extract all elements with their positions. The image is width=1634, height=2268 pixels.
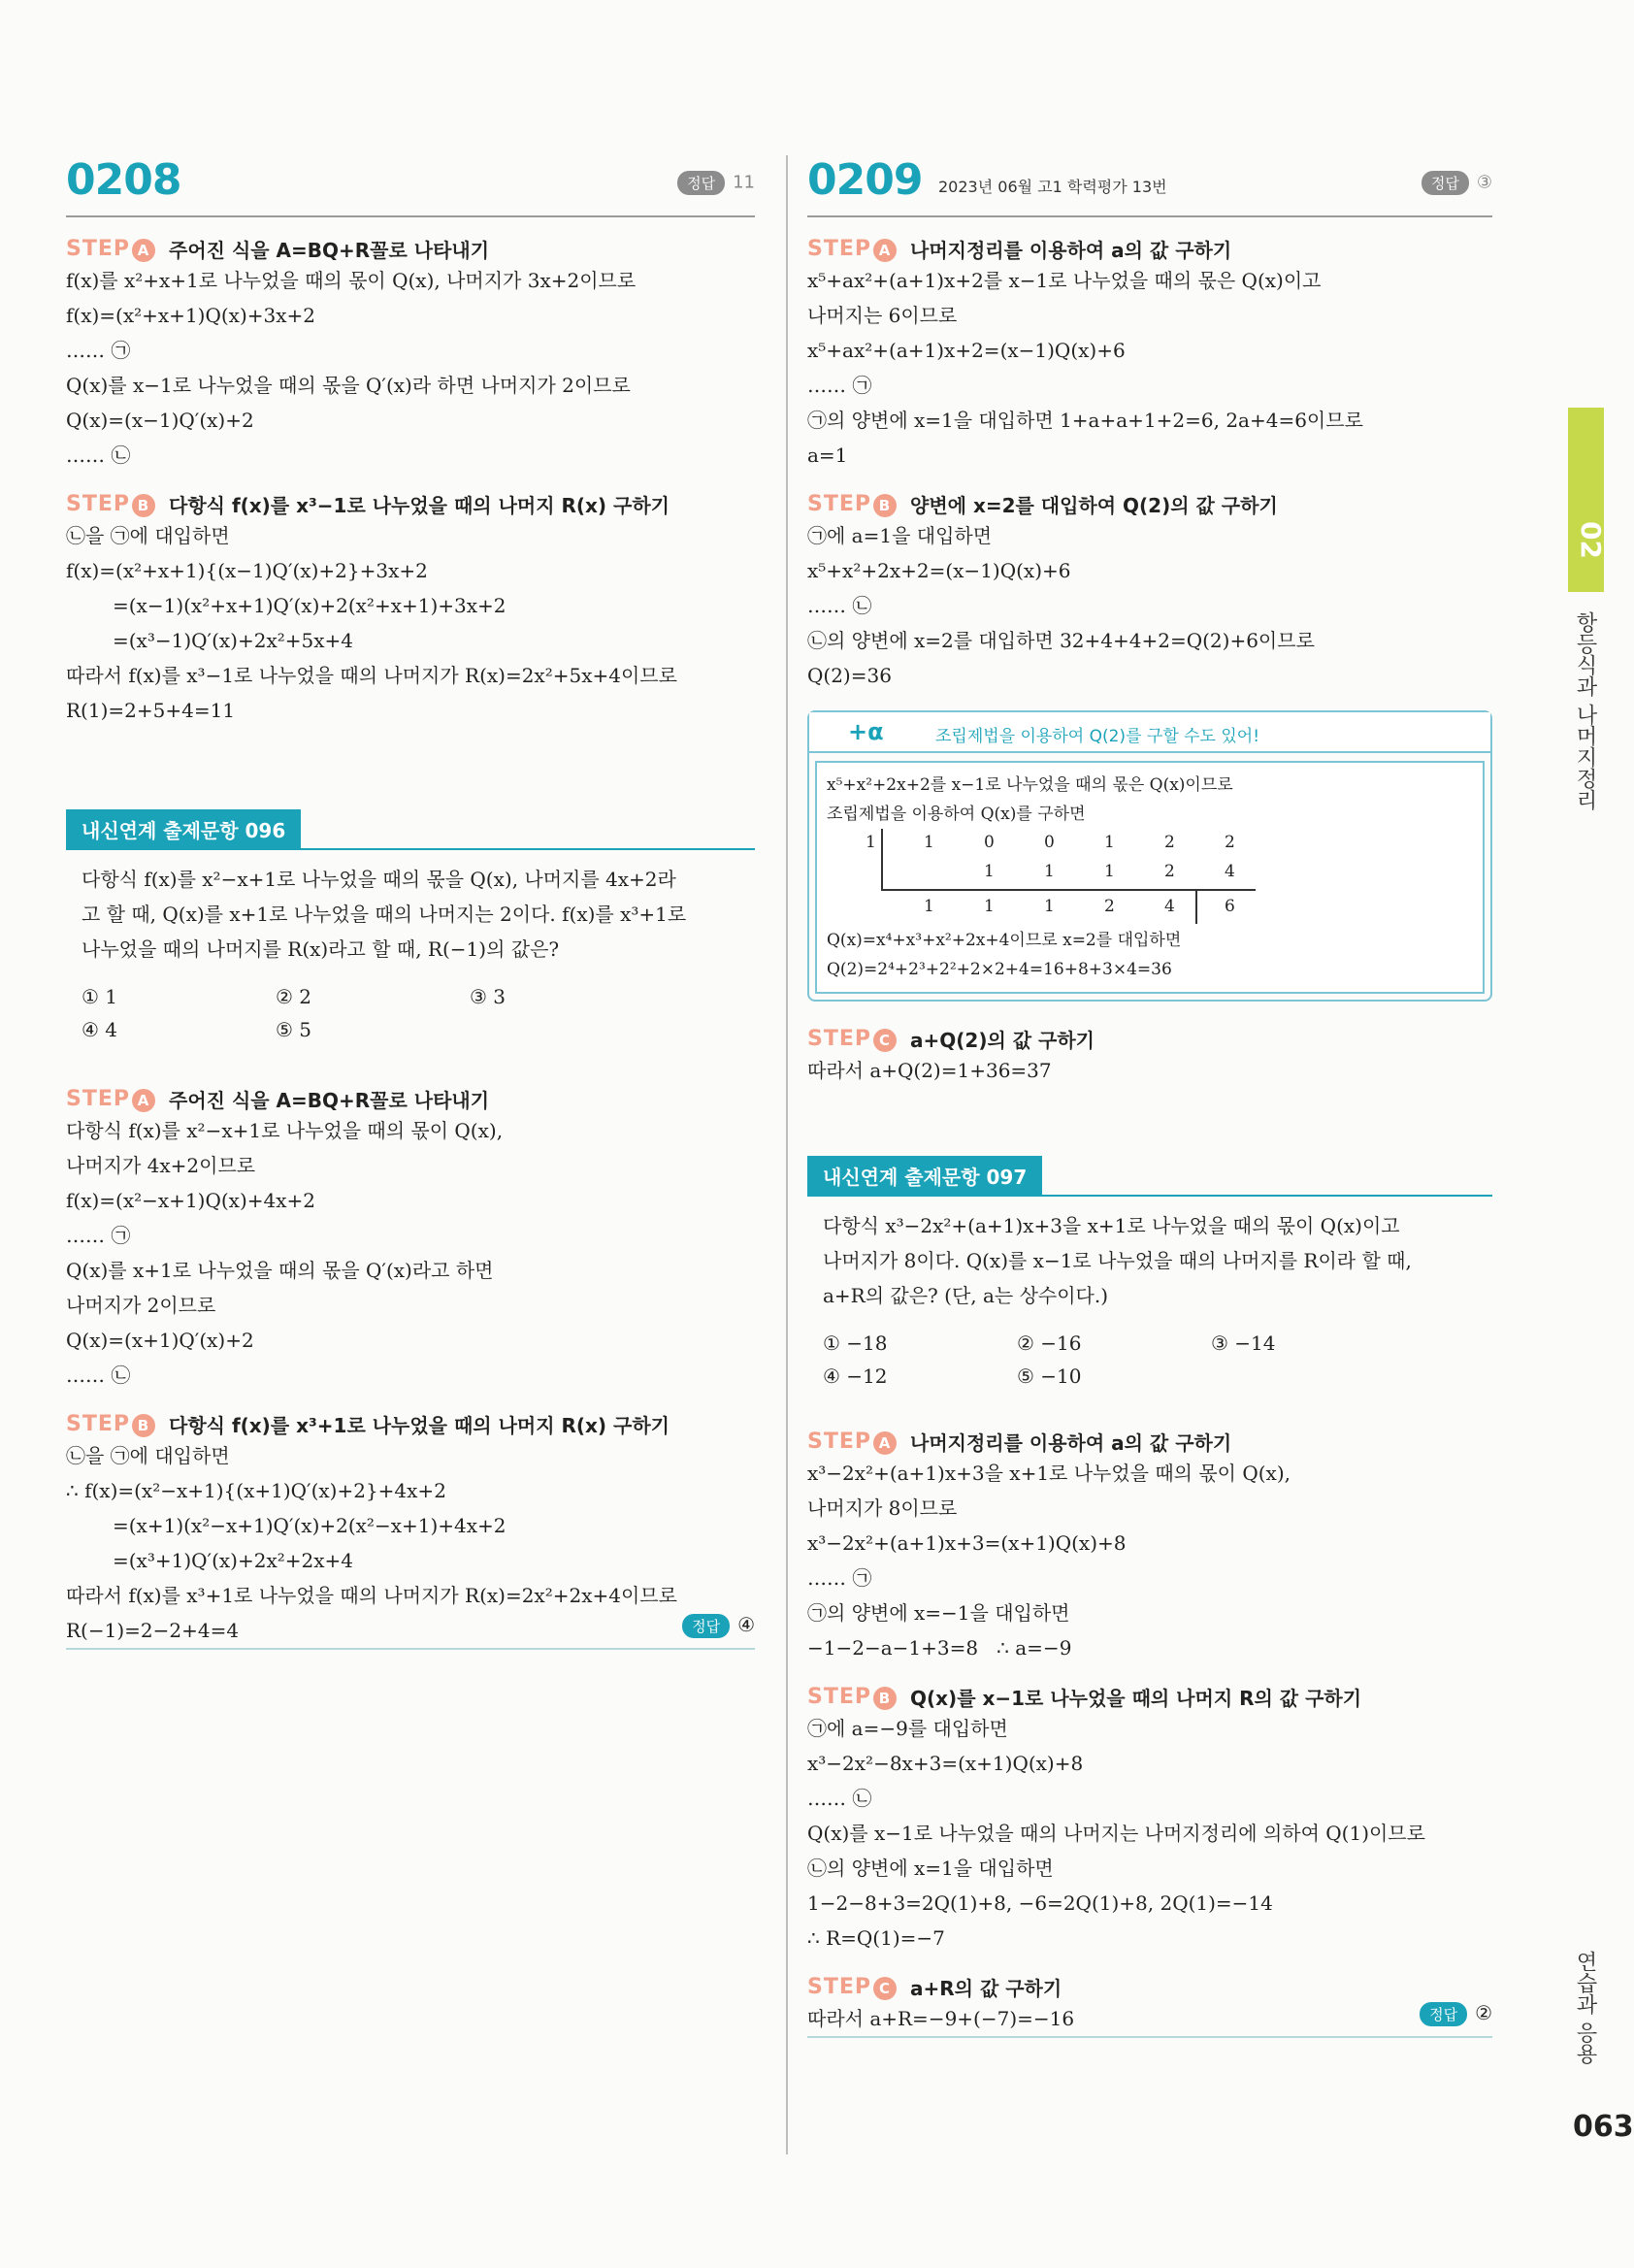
final-answer: 정답 ④ — [66, 1613, 755, 1638]
choice[interactable]: ① −18 — [823, 1331, 888, 1355]
synth-cell: 1 — [924, 897, 934, 916]
related-problem-header — [807, 1156, 1492, 1197]
synth-remainder: 6 — [1225, 897, 1235, 916]
answer-value: 11 — [733, 172, 755, 193]
synth-cell: 4 — [1225, 862, 1235, 881]
step-b-2 — [807, 1683, 1492, 1711]
synth-cell: 2 — [1164, 862, 1175, 881]
equation: =(x³−1)Q′(x)+2x²+5x+4 — [113, 629, 353, 652]
step-title: a+Q(2)의 값 구하기 — [910, 1029, 1095, 1052]
equation: x³−2x²+(a+1)x+3=(x+1)Q(x)+8 — [807, 1531, 1127, 1555]
answer-tag — [677, 171, 755, 195]
plus-alpha-title: 조립제법을 이용하여 Q(2)를 구할 수도 있어! — [935, 727, 1260, 746]
problem-text: 다항식 f(x)를 x²−x+1로 나누었을 때의 몫을 Q(x), 나머지를 4x+2라 — [82, 868, 676, 891]
answer-choices — [807, 1327, 1492, 1393]
synth-cell: 0 — [984, 833, 995, 852]
equation-tag: …… ㉡ — [66, 444, 131, 467]
step-title: a+R의 값 구하기 — [910, 1977, 1062, 2000]
text-line: 따라서 f(x)를 x³−1로 나누었을 때의 나머지가 R(x)=2x²+5x+4이므로 — [66, 664, 677, 687]
choice[interactable]: ② −16 — [1017, 1331, 1082, 1355]
related-problem-header — [66, 809, 755, 850]
step-c — [807, 1025, 1492, 1053]
answer-label: 정답 — [1420, 2002, 1467, 2026]
step-label: STEP C — [807, 1975, 897, 2000]
text-line: 나머지는 6이므로 — [807, 304, 958, 327]
step-a-2 — [66, 1085, 755, 1113]
related-problem-title: 내신연계 출제문항 097 — [807, 1156, 1042, 1196]
page-number: 063 — [1573, 2110, 1634, 2144]
step-title: 다항식 f(x)를 x³−1로 나누었을 때의 나머지 R(x) 구하기 — [169, 494, 670, 517]
step-label: STEP B — [66, 492, 155, 517]
chapter-number: 02 — [1574, 521, 1607, 559]
synth-cell: 2 — [1225, 833, 1235, 852]
text-line: 따라서 a+Q(2)=1+36=37 — [807, 1059, 1052, 1082]
synthetic-division — [827, 829, 1473, 926]
step-title: 주어진 식을 A=BQ+R꼴로 나타내기 — [169, 1089, 490, 1112]
answer-label: 정답 — [682, 1614, 730, 1638]
synth-cell: 1 — [1044, 897, 1055, 916]
problem-text: 나머지가 8이다. Q(x)를 x−1로 나누었을 때의 나머지를 R이라 할 때, — [823, 1249, 1412, 1272]
equation-tag: …… ㉡ — [66, 1364, 131, 1387]
step-title: 나머지정리를 이용하여 a의 값 구하기 — [910, 1431, 1232, 1455]
equation-tag: …… ㉡ — [807, 594, 872, 617]
chapter-tab — [1568, 408, 1607, 592]
synth-cell: 4 — [1164, 897, 1175, 916]
text-line: ㉠에 a=−9를 대입하면 — [807, 1717, 1008, 1740]
text-line: f(x)를 x²+x+1로 나누었을 때의 몫이 Q(x), 나머지가 3x+2이므로 — [66, 269, 637, 292]
equation: =(x+1)(x²−x+1)Q′(x)+2(x²−x+1)+4x+2 — [113, 1514, 507, 1537]
synth-cell: 1 — [924, 833, 934, 852]
answer-label: 정답 — [1422, 171, 1469, 195]
step-title: 주어진 식을 A=BQ+R꼴로 나타내기 — [169, 239, 490, 262]
chapter-title: 항등식과 나머지정리 — [1573, 611, 1597, 810]
step-b — [807, 490, 1492, 518]
equation-tag: …… ㉠ — [807, 374, 872, 397]
step-a-2 — [807, 1428, 1492, 1456]
step-label: STEP C — [807, 1027, 897, 1052]
plus-alpha-icon: +α — [848, 718, 884, 745]
step-title: Q(x)를 x−1로 나누었을 때의 나머지 R의 값 구하기 — [910, 1687, 1362, 1710]
plus-alpha-header — [809, 712, 1490, 753]
answer-tag — [1422, 171, 1492, 195]
choice[interactable]: ③ 3 — [470, 985, 507, 1008]
equation-tag: …… ㉠ — [66, 1224, 131, 1247]
synth-cell: 1 — [1104, 862, 1115, 881]
problem-0208 — [66, 155, 755, 1650]
step-label: STEP A — [807, 237, 897, 262]
step-c-2 — [807, 1973, 1492, 2001]
synth-cell: 1 — [1044, 862, 1055, 881]
text-line: 나머지가 2이므로 — [66, 1294, 216, 1317]
column-divider — [786, 155, 788, 2154]
text-line: ㉠의 양변에 x=1을 대입하면 1+a+a+1+2=6, 2a+4=6이므로 — [807, 409, 1363, 432]
answer-label: 정답 — [677, 171, 725, 195]
text-line: x³−2x²+(a+1)x+3을 x+1로 나누었을 때의 몫이 Q(x), — [807, 1462, 1291, 1485]
problem-header — [66, 155, 755, 217]
text-line: Q(x)를 x−1로 나누었을 때의 나머지는 나머지정리에 의하여 Q(1)이므로 — [807, 1822, 1425, 1845]
choice[interactable]: ④ 4 — [82, 1018, 118, 1041]
step-label: STEP B — [807, 1685, 897, 1710]
step-title: 나머지정리를 이용하여 a의 값 구하기 — [910, 239, 1232, 262]
synth-cell: 0 — [1044, 833, 1055, 852]
problem-text: 다항식 x³−2x²+(a+1)x+3을 x+1로 나누었을 때의 몫이 Q(x)이고 — [823, 1214, 1400, 1237]
answer-choices — [66, 980, 755, 1046]
plus-alpha-content — [815, 761, 1485, 994]
problem-0209 — [807, 155, 1492, 2038]
step-a — [66, 235, 755, 263]
step-b-2 — [66, 1410, 755, 1438]
text-line: ㉠의 양변에 x=−1을 대입하면 — [807, 1601, 1070, 1625]
equation: x⁵+ax²+(a+1)x+2=(x−1)Q(x)+6 — [807, 339, 1126, 362]
related-problem-body — [807, 1197, 1492, 1313]
choice[interactable]: ④ −12 — [823, 1364, 888, 1388]
section-label: 연습과 응용 — [1573, 1951, 1597, 2064]
text-line: x⁵+ax²+(a+1)x+2를 x−1로 나누었을 때의 몫은 Q(x)이고 — [807, 269, 1322, 292]
equation-tag: …… ㉡ — [807, 1787, 872, 1810]
step-title: 다항식 f(x)를 x³+1로 나누었을 때의 나머지 R(x) 구하기 — [169, 1414, 670, 1437]
problem-text: 나누었을 때의 나머지를 R(x)라고 할 때, R(−1)의 값은? — [82, 937, 560, 961]
section-end-rule — [807, 2036, 1492, 2038]
text-line: ㉡을 ㉠에 대입하면 — [66, 1444, 230, 1467]
section-end-rule — [66, 1648, 755, 1650]
step-label: STEP A — [66, 1087, 155, 1112]
equation: 1−2−8+3=2Q(1)+8, −6=2Q(1)+8, 2Q(1)=−14 — [807, 1891, 1273, 1915]
step-label: STEP A — [66, 237, 155, 262]
equation-tag: …… ㉠ — [66, 339, 131, 362]
text-line: 따라서 f(x)를 x³+1로 나누었을 때의 나머지가 R(x)=2x²+2x+4이므로 — [66, 1584, 677, 1607]
step-label: STEP A — [807, 1430, 897, 1455]
choice[interactable]: ③ −14 — [1211, 1331, 1276, 1355]
plus-alpha-box — [807, 710, 1492, 1002]
problem-text: a+R의 값은? (단, a는 상수이다.) — [823, 1284, 1109, 1307]
equation: Q(2)=2⁴+2³+2²+2×2+4=16+8+3×4=36 — [827, 960, 1172, 979]
problem-header — [807, 155, 1492, 217]
text-line: Q(x)를 x−1로 나누었을 때의 몫을 Q′(x)라 하면 나머지가 2이므로 — [66, 374, 631, 397]
step-b — [66, 490, 755, 518]
equation: =(x³+1)Q′(x)+2x²+2x+4 — [113, 1549, 353, 1572]
synth-cell: 1 — [984, 862, 995, 881]
text-line: x⁵+x²+2x+2를 x−1로 나누었을 때의 몫은 Q(x)이므로 — [827, 775, 1233, 795]
text-line: Q(x)=x⁴+x³+x²+2x+4이므로 x=2를 대입하면 — [827, 931, 1182, 950]
problem-text: 고 할 때, Q(x)를 x+1로 나누었을 때의 나머지는 2이다. f(x)를 x³+1로 — [82, 903, 687, 926]
text-line: 나머지가 4x+2이므로 — [66, 1154, 256, 1177]
equation: =(x−1)(x²+x+1)Q′(x)+2(x²+x+1)+3x+2 — [113, 594, 507, 617]
answer-value: ③ — [1476, 172, 1492, 193]
synth-hline — [881, 889, 1256, 891]
related-problem-title: 내신연계 출제문항 096 — [66, 809, 301, 849]
equation: Q(x)=(x+1)Q′(x)+2 — [66, 1329, 254, 1352]
synth-cell: 2 — [1164, 833, 1175, 852]
synth-cell: 1 — [984, 897, 995, 916]
equation: R(1)=2+5+4=11 — [66, 699, 236, 722]
step-label: STEP B — [66, 1412, 155, 1437]
text-line: ㉡의 양변에 x=1을 대입하면 — [807, 1857, 1054, 1880]
equation: Q(2)=36 — [807, 664, 892, 687]
text-line: 조립제법을 이용하여 Q(x)를 구하면 — [827, 805, 1086, 824]
equation: R(−1)=2−2+4=4 — [66, 1619, 240, 1642]
text-line: 나머지가 8이므로 — [807, 1496, 958, 1520]
text-line: 따라서 a+R=−9+(−7)=−16 — [807, 2007, 1075, 2030]
choice[interactable]: ① 1 — [82, 985, 118, 1008]
equation: f(x)=(x²−x+1)Q(x)+4x+2 — [66, 1189, 315, 1212]
step-a — [807, 235, 1492, 263]
synth-vline — [881, 829, 883, 891]
equation: f(x)=(x²+x+1){(x−1)Q′(x)+2}+3x+2 — [66, 559, 428, 582]
problem-number: 0209 — [807, 155, 923, 205]
equation-tag: …… ㉠ — [807, 1566, 872, 1590]
equation: x³−2x²−8x+3=(x+1)Q(x)+8 — [807, 1752, 1084, 1775]
equation: ∴ f(x)=(x²−x+1){(x+1)Q′(x)+2}+4x+2 — [66, 1479, 446, 1502]
equation: x⁵+x²+2x+2=(x−1)Q(x)+6 — [807, 559, 1071, 582]
choice[interactable]: ⑤ −10 — [1017, 1364, 1082, 1388]
problem-number: 0208 — [66, 155, 181, 205]
related-problem-body — [66, 850, 755, 967]
synth-vline — [1195, 891, 1197, 924]
text-line: ㉡을 ㉠에 대입하면 — [66, 524, 230, 547]
synth-cell: 2 — [1104, 897, 1115, 916]
synth-divisor: 1 — [866, 833, 876, 852]
equation: ∴ R=Q(1)=−7 — [807, 1926, 945, 1950]
text-line: ㉡의 양변에 x=2를 대입하면 32+4+4+2=Q(2)+6이므로 — [807, 629, 1315, 652]
step-label: STEP B — [807, 492, 897, 517]
equation: a=1 — [807, 444, 848, 467]
equation: Q(x)=(x−1)Q′(x)+2 — [66, 409, 254, 432]
text-line: ㉠에 a=1을 대입하면 — [807, 524, 993, 547]
choice[interactable]: ⑤ 5 — [276, 1018, 312, 1041]
final-answer: 정답 ② — [807, 2001, 1492, 2026]
text-line: 다항식 f(x)를 x²−x+1로 나누었을 때의 몫이 Q(x), — [66, 1119, 504, 1142]
equation: f(x)=(x²+x+1)Q(x)+3x+2 — [66, 304, 315, 327]
synth-cell: 1 — [1104, 833, 1115, 852]
step-title: 양변에 x=2를 대입하여 Q(2)의 값 구하기 — [910, 494, 1278, 517]
problem-source: 2023년 06월 고1 학력평가 13번 — [938, 178, 1167, 196]
equation: −1−2−a−1+3=8 ∴ a=−9 — [807, 1636, 1072, 1660]
choice[interactable]: ② 2 — [276, 985, 312, 1008]
text-line: Q(x)를 x+1로 나누었을 때의 몫을 Q′(x)라고 하면 — [66, 1259, 494, 1282]
